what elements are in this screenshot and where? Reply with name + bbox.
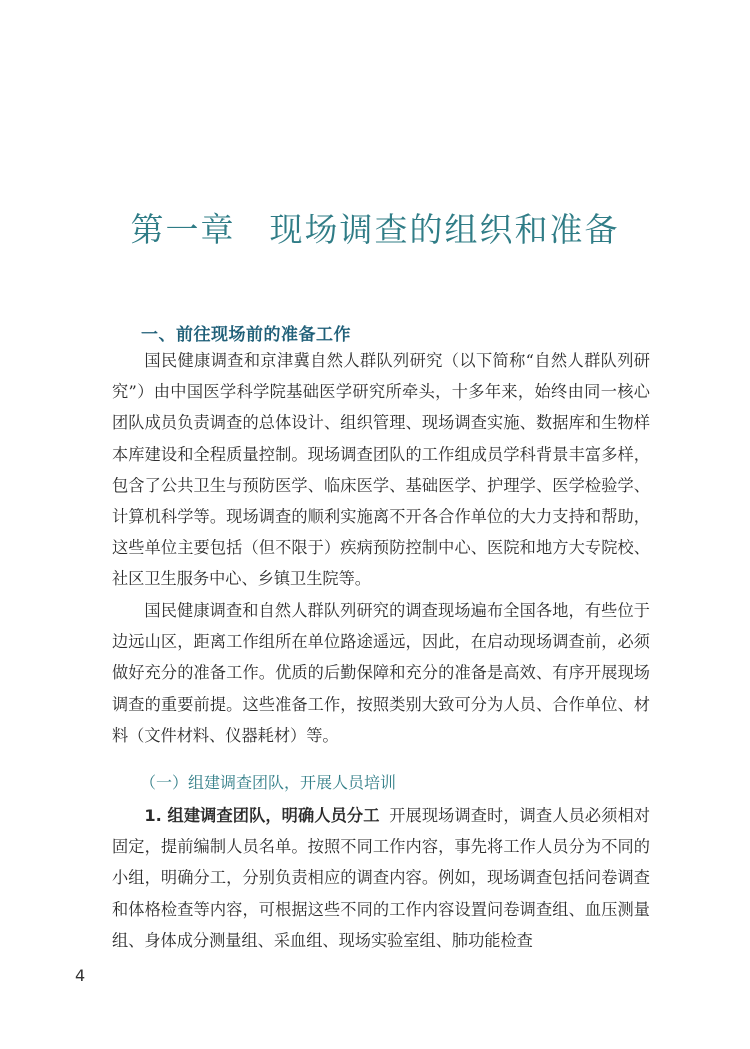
subsection-heading: （一）组建调查团队，开展人员培训: [140, 773, 397, 792]
page-number: 4: [75, 966, 86, 985]
chapter-title: [0, 204, 750, 251]
section-heading: 一、前往现场前的准备工作: [141, 325, 351, 345]
paragraph-2: 国民健康调查和自然人群队列研究的调查现场遍布全国各地，有些位于边远山区，距离工作组所在单位路途遥远，因此，在启动现场调查前，必须做好充分的准备工作。优质的后勤保障和充分的准备是高效、有序开展现场调查的重要前提。这些准备工作，按照类别大致可分为人员、合作单位、材料（文件材料、仪器耗材）等。: [112, 601, 650, 745]
paragraph-3: [112, 800, 650, 956]
paragraph-1: 国民健康调查和京津冀自然人群队列研究（以下简称“自然人群队列研究”）由中国医学科学院基础医学研究所牵头，十多年来，始终由同一核心团队成员负责调查的总体设计、组织管理、现场调查实施、数据库和生物样本库建设和全程质量控制。现场调查团队的工作组成员学科背景丰富多样，包含了公共卫生与预防医学、临床医学、基础医学、护理学、医学检验学、计算机科学等。现场调查的顺利实施离不开各合作单位的大力支持和帮助，这些单位主要包括（但不限于）疾病预防控制中心、医院和地方大专院校、社区卫生服务中心、乡镇卫生院等。: [112, 351, 650, 589]
item-heading: 1. 组建调查团队，明确人员分工: [144, 806, 380, 825]
chapter-title-text: 现场调查的组织和准备: [269, 210, 620, 249]
chapter-number: 第一章: [130, 210, 236, 249]
item-text: 开展现场调查时，调查人员必须相对固定，提前编制人员名单。按照不同工作内容，事先将工作人员分为不同的小组，明确分工，分别负责相应的调查内容。例如，现场调查包括问卷调查和体格检查等内容，可根据这些不同的工作内容设置问卷调查组、血压测量组、身体成分测量组、采血组、现场实验室组、肺功能检查: [112, 806, 650, 950]
